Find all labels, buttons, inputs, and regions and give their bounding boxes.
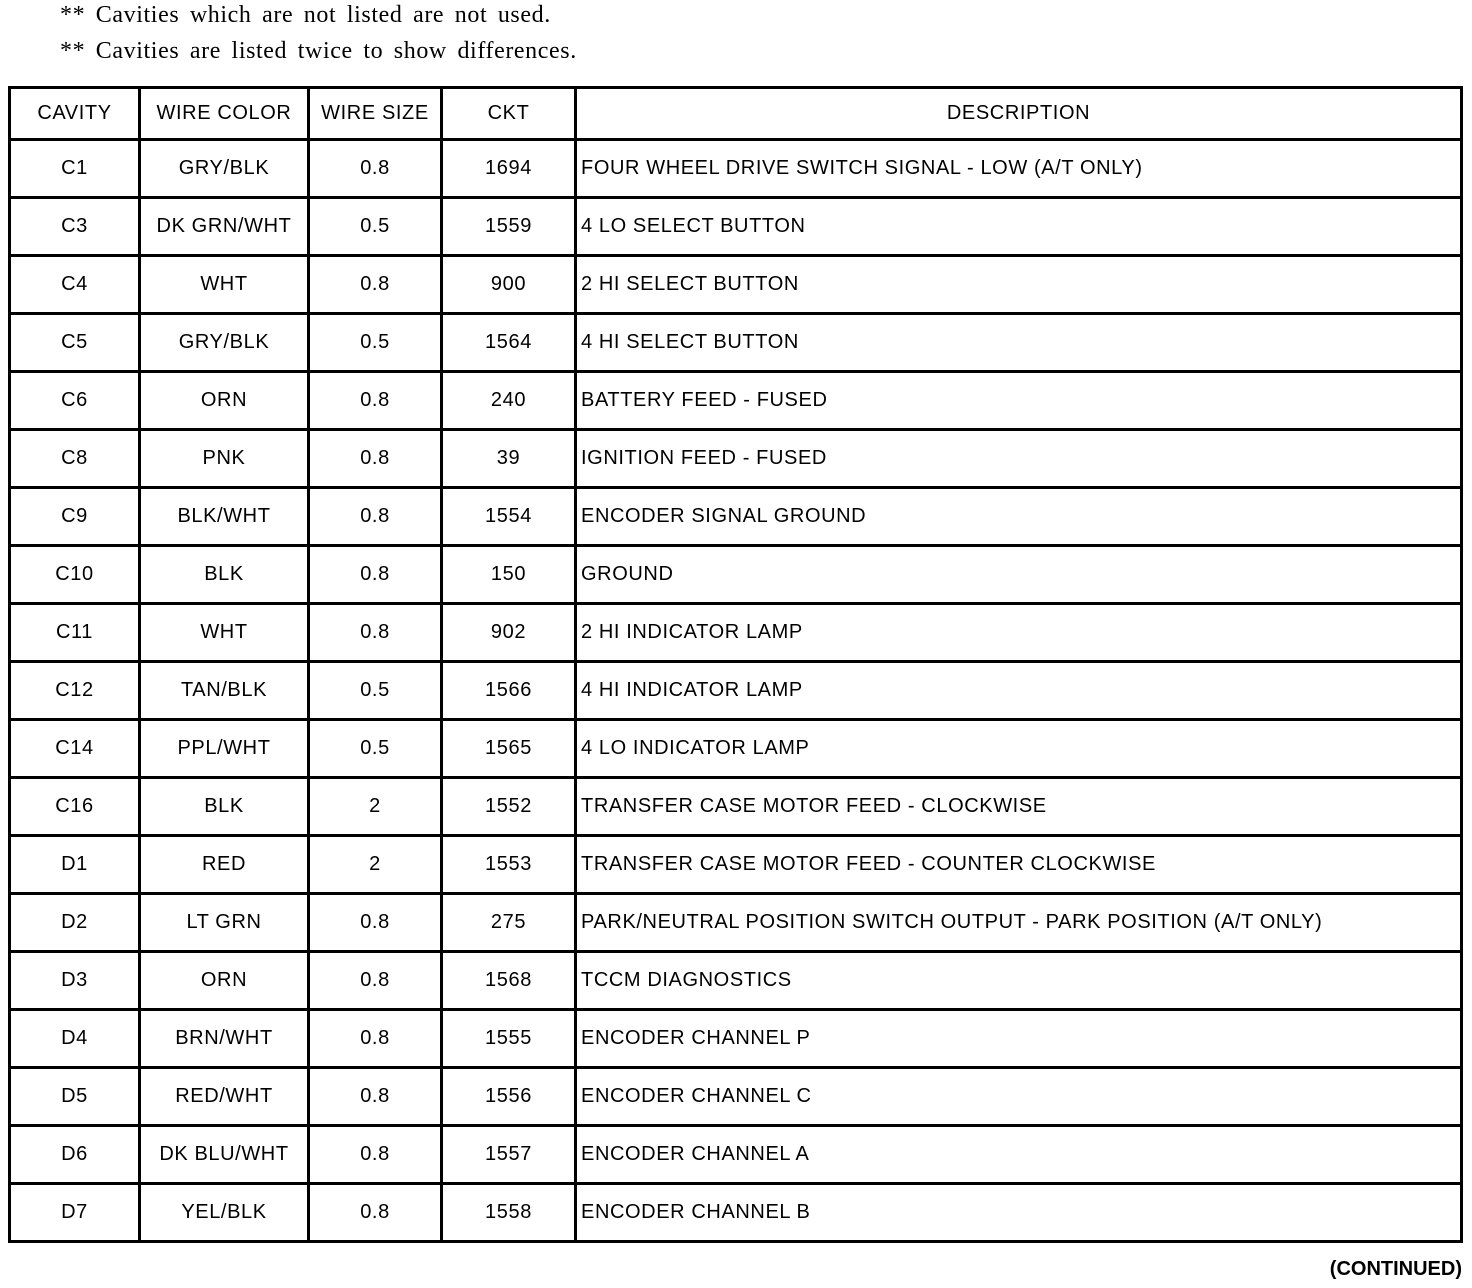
ckt-cell: 1559: [442, 198, 576, 256]
ckt-cell: 240: [442, 372, 576, 430]
cavity-cell: C8: [10, 430, 140, 488]
wire-size-cell: 0.8: [309, 430, 442, 488]
description-cell: 4 LO SELECT BUTTON: [576, 198, 1462, 256]
ckt-cell: 275: [442, 894, 576, 952]
wire-color-cell: ORN: [140, 952, 309, 1010]
description-cell: ENCODER CHANNEL P: [576, 1010, 1462, 1068]
description-cell: 4 HI SELECT BUTTON: [576, 314, 1462, 372]
wire-size-cell: 0.8: [309, 256, 442, 314]
wire-size-cell: 0.8: [309, 488, 442, 546]
description-cell: TRANSFER CASE MOTOR FEED - COUNTER CLOCKWISE: [576, 836, 1462, 894]
ckt-cell: 1568: [442, 952, 576, 1010]
table-row: [10, 546, 1462, 604]
wire-color-cell: YEL/BLK: [140, 1184, 309, 1242]
wire-color-cell: ORN: [140, 372, 309, 430]
table-row: [10, 952, 1462, 1010]
description-cell: 2 HI INDICATOR LAMP: [576, 604, 1462, 662]
wire-size-cell: 2: [309, 778, 442, 836]
table-header-row: [10, 88, 1462, 140]
description-cell: TRANSFER CASE MOTOR FEED - CLOCKWISE: [576, 778, 1462, 836]
wire-size-cell: 0.8: [309, 1068, 442, 1126]
header-wire-color: WIRE COLOR: [140, 88, 309, 140]
ckt-cell: 1694: [442, 140, 576, 198]
header-wire-size: WIRE SIZE: [309, 88, 442, 140]
table-row: [10, 720, 1462, 778]
cavity-cell: D3: [10, 952, 140, 1010]
description-cell: 2 HI SELECT BUTTON: [576, 256, 1462, 314]
cavity-cell: C14: [10, 720, 140, 778]
table-row: [10, 140, 1462, 198]
description-cell: FOUR WHEEL DRIVE SWITCH SIGNAL - LOW (A/T ONLY): [576, 140, 1462, 198]
ckt-cell: 1555: [442, 1010, 576, 1068]
wire-color-cell: DK BLU/WHT: [140, 1126, 309, 1184]
cavity-cell: D1: [10, 836, 140, 894]
ckt-cell: 900: [442, 256, 576, 314]
table-row: [10, 256, 1462, 314]
table-row: [10, 604, 1462, 662]
wire-color-cell: PNK: [140, 430, 309, 488]
wire-color-cell: LT GRN: [140, 894, 309, 952]
wire-color-cell: TAN/BLK: [140, 662, 309, 720]
header-ckt: CKT: [442, 88, 576, 140]
cavity-cell: D6: [10, 1126, 140, 1184]
cavity-cell: D7: [10, 1184, 140, 1242]
cavity-cell: C5: [10, 314, 140, 372]
header-cavity: CAVITY: [10, 88, 140, 140]
wire-size-cell: 0.8: [309, 1184, 442, 1242]
description-cell: GROUND: [576, 546, 1462, 604]
description-cell: 4 LO INDICATOR LAMP: [576, 720, 1462, 778]
wire-size-cell: 0.8: [309, 952, 442, 1010]
ckt-cell: 1554: [442, 488, 576, 546]
cavity-cell: C4: [10, 256, 140, 314]
wire-color-cell: GRY/BLK: [140, 314, 309, 372]
description-cell: TCCM DIAGNOSTICS: [576, 952, 1462, 1010]
cavity-cell: D5: [10, 1068, 140, 1126]
wire-color-cell: RED/WHT: [140, 1068, 309, 1126]
wire-size-cell: 0.5: [309, 720, 442, 778]
table-row: [10, 430, 1462, 488]
cavity-cell: C6: [10, 372, 140, 430]
wire-size-cell: 0.8: [309, 894, 442, 952]
cavity-cell: C3: [10, 198, 140, 256]
continued-label: (CONTINUED): [1329, 1258, 1462, 1280]
wire-size-cell: 0.8: [309, 1010, 442, 1068]
table-row: [10, 198, 1462, 256]
table-row: [10, 836, 1462, 894]
description-cell: 4 HI INDICATOR LAMP: [576, 662, 1462, 720]
description-cell: ENCODER CHANNEL A: [576, 1126, 1462, 1184]
table-row: [10, 1010, 1462, 1068]
table-row: [10, 488, 1462, 546]
wire-color-cell: BLK: [140, 546, 309, 604]
ckt-cell: 902: [442, 604, 576, 662]
wire-color-cell: WHT: [140, 256, 309, 314]
wire-size-cell: 0.5: [309, 314, 442, 372]
wire-size-cell: 0.8: [309, 1126, 442, 1184]
table-row: [10, 894, 1462, 952]
ckt-cell: 39: [442, 430, 576, 488]
cavity-table: [8, 86, 1463, 1243]
table-row: [10, 1126, 1462, 1184]
ckt-cell: 1557: [442, 1126, 576, 1184]
wire-size-cell: 0.8: [309, 546, 442, 604]
description-cell: ENCODER CHANNEL C: [576, 1068, 1462, 1126]
cavity-cell: C12: [10, 662, 140, 720]
ckt-cell: 1566: [442, 662, 576, 720]
cavity-cell: D4: [10, 1010, 140, 1068]
table-row: [10, 1068, 1462, 1126]
ckt-cell: 1558: [442, 1184, 576, 1242]
description-cell: PARK/NEUTRAL POSITION SWITCH OUTPUT - PARK POSITION (A/T ONLY): [576, 894, 1462, 952]
wire-color-cell: BLK: [140, 778, 309, 836]
wire-color-cell: RED: [140, 836, 309, 894]
header-description: DESCRIPTION: [576, 88, 1462, 140]
ckt-cell: 1552: [442, 778, 576, 836]
note-unlisted-cavities: ** Cavities which are not listed are not used.: [60, 2, 551, 28]
cavity-cell: C1: [10, 140, 140, 198]
ckt-cell: 1564: [442, 314, 576, 372]
description-cell: ENCODER CHANNEL B: [576, 1184, 1462, 1242]
table-row: [10, 314, 1462, 372]
ckt-cell: 150: [442, 546, 576, 604]
ckt-cell: 1553: [442, 836, 576, 894]
table-row: [10, 372, 1462, 430]
cavity-cell: D2: [10, 894, 140, 952]
wire-size-cell: 0.5: [309, 662, 442, 720]
ckt-cell: 1556: [442, 1068, 576, 1126]
wire-size-cell: 0.8: [309, 140, 442, 198]
wire-color-cell: BRN/WHT: [140, 1010, 309, 1068]
cavity-cell: C16: [10, 778, 140, 836]
wire-color-cell: BLK/WHT: [140, 488, 309, 546]
cavity-cell: C10: [10, 546, 140, 604]
table-row: [10, 1184, 1462, 1242]
description-cell: BATTERY FEED - FUSED: [576, 372, 1462, 430]
description-cell: ENCODER SIGNAL GROUND: [576, 488, 1462, 546]
wire-size-cell: 2: [309, 836, 442, 894]
table-row: [10, 778, 1462, 836]
cavity-cell: C11: [10, 604, 140, 662]
wire-color-cell: PPL/WHT: [140, 720, 309, 778]
cavity-cell: C9: [10, 488, 140, 546]
ckt-cell: 1565: [442, 720, 576, 778]
wire-color-cell: GRY/BLK: [140, 140, 309, 198]
wire-color-cell: DK GRN/WHT: [140, 198, 309, 256]
description-cell: IGNITION FEED - FUSED: [576, 430, 1462, 488]
wire-size-cell: 0.8: [309, 604, 442, 662]
wire-size-cell: 0.8: [309, 372, 442, 430]
note-listed-twice: ** Cavities are listed twice to show differences.: [60, 38, 577, 64]
wire-color-cell: WHT: [140, 604, 309, 662]
wire-size-cell: 0.5: [309, 198, 442, 256]
table-row: [10, 662, 1462, 720]
